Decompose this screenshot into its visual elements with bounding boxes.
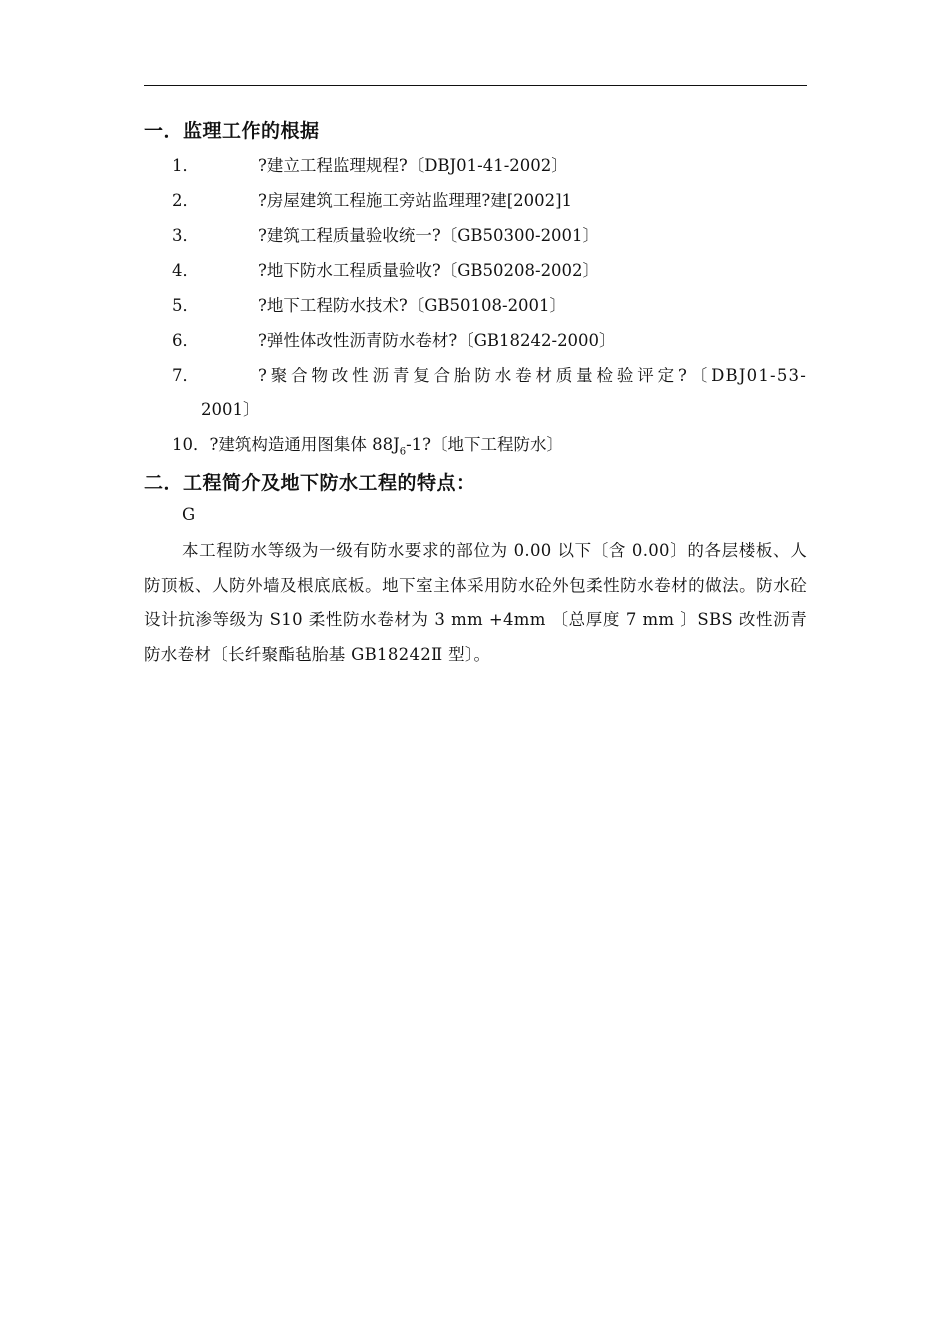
list-item-text: ?弹性体改性沥青防水卷材?〔GB18242-2000〕: [258, 331, 616, 350]
stray-letter: G: [182, 505, 196, 524]
list-item-text: ?建筑工程质量验收统一?〔GB50300-2001〕: [258, 226, 600, 245]
list-item-10-prefix: 10．?建筑构造通用图集体 88J: [172, 435, 400, 454]
list-item-10-suffix: -1?〔地下工程防水〕: [406, 435, 563, 454]
list-item-number: 1．: [172, 156, 199, 175]
section-heading-overview: 二．工程简介及地下防水工程的特点：: [144, 472, 476, 494]
list-item-10-subscript: 6: [399, 446, 407, 458]
header-rule: [144, 85, 807, 86]
list-item-number: 7．: [172, 366, 199, 385]
list-item-text-continuation: 2001〕: [201, 400, 260, 419]
list-item-number: 5．: [172, 296, 199, 315]
list-item-text: ?地下工程防水技术?〔GB50108-2001〕: [258, 296, 567, 315]
list-item-text: ?建立工程监理规程?〔DBJ01-41-2002〕: [258, 156, 568, 175]
list-item-text: ?地下防水工程质量验收?〔GB50208-2002〕: [258, 261, 600, 280]
list-item-number: 4．: [172, 261, 199, 280]
list-item-number: 6．: [172, 331, 199, 350]
list-item-text: ?房屋建筑工程施工旁站监理理?建[2002]1: [258, 191, 573, 210]
list-item-number: 3．: [172, 226, 199, 245]
list-item-text: ?聚合物改性沥青复合胎防水卷材质量检验评定?〔DBJ01-53-: [258, 366, 807, 385]
body-paragraph: 本工程防水等级为一级有防水要求的部位为 0.00 以下〔含 0.00〕的各层楼板、人防顶板、人防外墙及根底底板。地下室主体采用防水砼外包柔性防水卷材的做法。防水砼设计抗渗等级为 S10 柔性防水卷材为 3 mm +4mm 〔总厚度 7 mm 〕SBS 改性沥青防水卷材〔长纤聚酯毡胎基 GB18242Ⅱ 型〕。: [144, 541, 807, 664]
list-item-number: 2．: [172, 191, 199, 210]
section-heading-basis: 一．监理工作的根据: [144, 120, 320, 142]
list-item-text: [172, 433, 563, 464]
